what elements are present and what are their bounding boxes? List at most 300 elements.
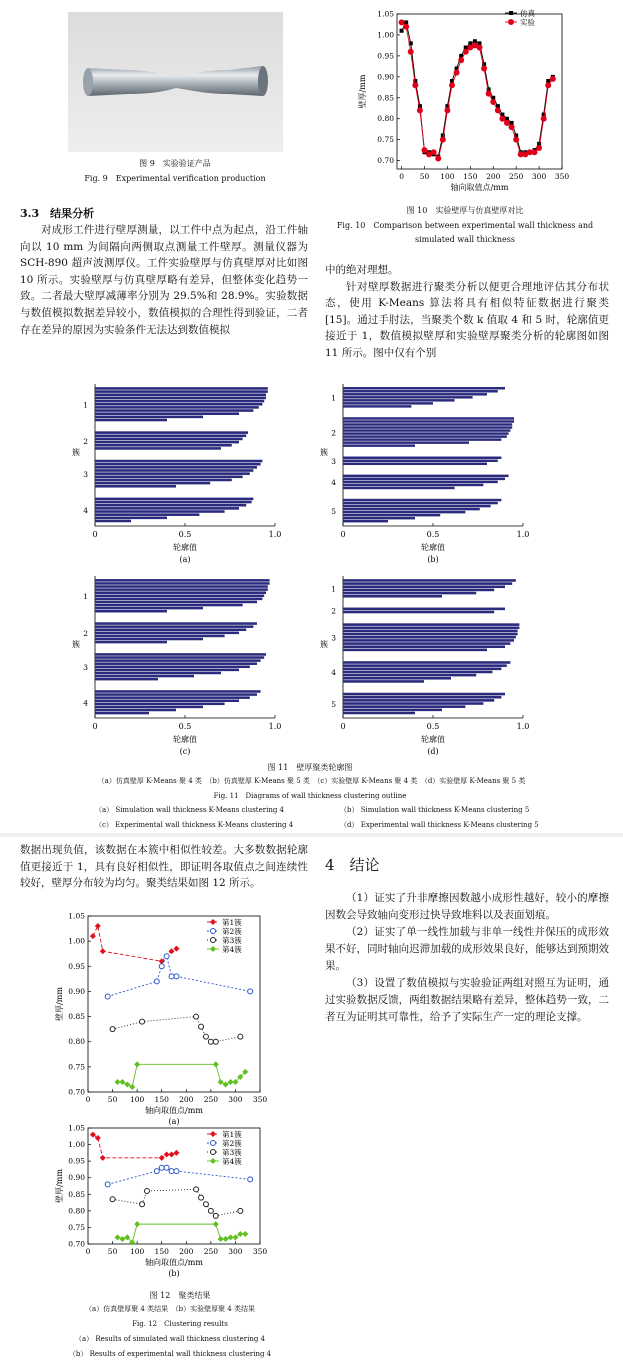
silhouette-bar [343, 585, 505, 588]
silhouette-bar [95, 416, 203, 419]
silhouette-bar [95, 409, 253, 412]
panel-label: (d) [427, 747, 439, 756]
x-tick-label: 0.5 [426, 722, 440, 731]
data-point [400, 29, 404, 33]
silhouette-bar [343, 429, 510, 431]
silhouette-bar [95, 625, 253, 628]
silhouette-bar [343, 636, 516, 639]
silhouette-bar [343, 487, 455, 489]
silhouette-bar [343, 680, 424, 683]
fig10-caption-en-2: simulated wall thickness [415, 235, 515, 244]
cluster-label: 3 [83, 469, 88, 479]
silhouette-bar [95, 438, 243, 441]
data-point [203, 1202, 208, 1207]
series-line-1 [402, 22, 553, 156]
silhouette-bar [343, 712, 415, 715]
fig10-caption-en-1: Fig. 10 Comparison between experimental wall thickness and [336, 221, 594, 230]
fig12-sub-en-a: （a） Results of simulated wall thickness clustering 4 [75, 1335, 265, 1343]
silhouette-bar [343, 511, 465, 513]
x-tick-label: 0 [340, 530, 346, 539]
x-tick-label: 350 [252, 1247, 268, 1256]
silhouette-bar [95, 510, 225, 513]
x-tick-label: 200 [486, 172, 501, 181]
page-divider [0, 833, 623, 837]
cluster-label: 1 [331, 584, 336, 594]
y-tick-label: 1.05 [377, 9, 394, 19]
silhouette-bar [95, 638, 203, 641]
x-tick-label: 350 [554, 172, 570, 181]
silhouette-bar [95, 403, 262, 406]
silhouette-bar [95, 610, 167, 613]
x-tick-label: 0 [399, 172, 404, 181]
silhouette-bar [95, 591, 266, 594]
fig12-caption-en: Fig. 12 Clustering results [132, 1320, 228, 1328]
silhouette-bar [343, 626, 519, 629]
cluster-label: 2 [83, 436, 88, 446]
silhouette-bar [95, 656, 264, 659]
silhouette-bar [95, 607, 203, 610]
data-point [134, 1221, 140, 1227]
silhouette-bar [95, 653, 266, 656]
silhouette-bar [343, 475, 509, 477]
section-heading-3-3: 3.3 结果分析 [20, 207, 95, 220]
silhouette-bar [95, 520, 131, 523]
x-tick-label: 100 [129, 1247, 145, 1256]
section-heading-4: 4 结论 [325, 856, 380, 874]
silhouette-bar [343, 441, 469, 443]
silhouette-bar [95, 419, 167, 422]
silhouette-bar [343, 517, 415, 519]
silhouette-bar [343, 463, 487, 465]
silhouette-bar [95, 434, 246, 437]
silhouette-bar [95, 690, 261, 693]
silhouette-bar [343, 642, 510, 645]
silhouette-bar [343, 693, 505, 696]
fig11-sub-cn: （a）仿真壁厚 K-Means 聚 4 类 （b）仿真壁厚 K-Means 聚 5 类 （c）实验壁厚 K-Means 聚 4 类 （d）实验壁厚 K-Means 聚 5 类 [97, 777, 526, 785]
silhouette-bar [343, 402, 433, 404]
silhouette-bar [95, 400, 264, 403]
fig11-panel-c [70, 570, 310, 760]
cluster-label: 1 [331, 393, 336, 403]
y-axis-label: 簇 [320, 640, 328, 649]
silhouette-bar [343, 405, 411, 407]
silhouette-bar [95, 412, 239, 415]
cluster-label: 2 [83, 629, 88, 639]
silhouette-bar [95, 601, 257, 604]
y-tick-label: 1.00 [68, 1140, 85, 1150]
data-point [134, 1061, 140, 1067]
silhouette-bar [343, 396, 473, 398]
data-point [495, 108, 500, 113]
data-point [169, 1169, 174, 1174]
silhouette-bar [343, 699, 494, 702]
data-point [119, 1079, 125, 1085]
x-tick-label: 350 [252, 1095, 268, 1104]
series-line-3 [113, 1017, 241, 1042]
silhouette-bar [95, 675, 194, 678]
legend-marker [211, 929, 216, 934]
x-tick-label: 50 [419, 172, 430, 181]
data-point [238, 1034, 243, 1039]
data-point [413, 83, 418, 88]
silhouette-bar [95, 517, 167, 520]
cluster-label: 5 [331, 506, 336, 516]
silhouette-bar [95, 390, 268, 393]
data-point [213, 1213, 218, 1218]
data-point [491, 99, 496, 104]
data-point [445, 108, 450, 113]
data-point [140, 1019, 145, 1024]
para2-text: 针对壁厚数据进行聚类分析以便更合理地评估其分布状态，使用 K-Means 算法将具有相似特征数据进行聚类[15]。通过手肘法，当聚类个数 k 值取 4 和 5 时，轮廓值更接近于 1，数值模拟壁厚和实验壁厚聚类分析的轮廓图如图 11 所示。图中仅有个别 [325, 280, 609, 359]
para3-block [20, 842, 308, 892]
data-point [422, 148, 427, 153]
silhouette-bar [343, 589, 494, 592]
x-tick-label: 250 [509, 172, 524, 181]
data-point [174, 1169, 179, 1174]
silhouette-bar [343, 623, 519, 626]
panel-label: (b) [168, 1269, 180, 1278]
silhouette-bar [95, 632, 239, 635]
silhouette-bar [343, 514, 440, 516]
data-point [129, 1084, 135, 1090]
panel-label: (b) [427, 555, 439, 564]
y-axis-label: 簇 [320, 448, 328, 457]
legend-label: 第3簇 [222, 936, 242, 945]
silhouette-bar [95, 431, 248, 434]
cluster-label: 4 [331, 668, 336, 678]
silhouette-bar [343, 457, 501, 459]
conclusion-2: （2）证实了单一线性加载与非单一线性并保压的成形效果不好，同时轴向迟滞加载的成形效果良好，能够达到预期效果。 [325, 926, 609, 972]
silhouette-bar [343, 608, 505, 611]
data-point [90, 1132, 96, 1138]
fig11-panel-d [318, 570, 558, 760]
y-tick-label: 0.80 [377, 114, 394, 124]
silhouette-bar [95, 706, 203, 709]
data-point [124, 1081, 130, 1087]
data-point [404, 24, 409, 29]
silhouette-bar [95, 504, 246, 507]
data-point [541, 116, 546, 121]
data-point [159, 1165, 164, 1170]
silhouette-bar [343, 639, 514, 642]
fig12-chart-b [52, 1122, 282, 1298]
silhouette-bar [95, 463, 261, 466]
section33-right-col [325, 262, 609, 362]
x-tick-label: 300 [531, 172, 547, 181]
data-point [174, 974, 179, 979]
data-point [208, 1208, 213, 1213]
silhouette-bar [95, 641, 167, 644]
y-tick-label: 0.90 [377, 72, 394, 82]
silhouette-bar [95, 666, 250, 669]
silhouette-bar [343, 481, 498, 483]
silhouette-bar [343, 520, 388, 522]
silhouette-bar [95, 585, 268, 588]
data-point [90, 933, 96, 939]
silhouette-bar [95, 672, 221, 675]
x-tick-label: 150 [463, 172, 478, 181]
data-point [199, 1024, 204, 1029]
data-point [500, 116, 505, 121]
silhouette-bar [343, 432, 509, 434]
legend-marker [509, 20, 514, 25]
data-point [119, 1236, 125, 1242]
silhouette-bar [343, 649, 487, 652]
para1-text: 对成形工件进行壁厚测量，以工件中点为起点，沿工件轴向以 10 mm 为间隔向两侧取点测量工件壁厚。测量仪器为 SCH-890 超声波测厚仪。工件实验壁厚与仿真壁厚对比如图 10 所示。实验壁厚与仿真壁厚略有差异，但整体变化趋势一致。二者最大壁厚减薄率分别为 29.5%和 28.9%。实验数据与数值模拟数据差异较小，数值模拟的合理性得到验证，二者存在差异的原因为实验条件无法达到数值模拟 [20, 224, 308, 336]
silhouette-bar [95, 678, 158, 681]
silhouette-bar [343, 505, 491, 507]
data-point [110, 1027, 115, 1032]
cluster-label: 1 [83, 400, 88, 410]
legend-label: 第2簇 [222, 927, 242, 936]
x-tick-label: 1.0 [268, 530, 282, 539]
silhouette-bar [343, 508, 480, 510]
data-point [238, 1208, 243, 1213]
y-tick-label: 0.85 [68, 1189, 85, 1199]
x-tick-label: 0 [340, 722, 346, 731]
data-point [546, 83, 551, 88]
silhouette-bar [343, 668, 501, 671]
data-point [218, 1079, 224, 1085]
silhouette-bar [343, 664, 507, 667]
data-point [199, 1195, 204, 1200]
cluster-label: 2 [331, 606, 336, 616]
panel-label: (c) [179, 747, 191, 756]
data-point [100, 1155, 106, 1161]
silhouette-bar [95, 582, 270, 585]
x-tick-label: 0 [92, 530, 98, 539]
x-axis-label: 轴向取值点/mm [145, 1106, 203, 1115]
data-point [550, 76, 555, 81]
legend-marker [211, 938, 216, 943]
fig11-sub-en-a: （a） Simulation wall thickness K-Means clustering 4 [95, 806, 285, 814]
x-axis-label: 轮廓值 [421, 735, 445, 744]
cluster-label: 4 [83, 506, 88, 516]
data-point [105, 994, 110, 999]
y-tick-label: 0.70 [68, 1239, 85, 1249]
silhouette-bar [95, 479, 232, 482]
silhouette-bar [343, 579, 516, 582]
silhouette-bar [95, 659, 261, 662]
x-tick-label: 300 [228, 1095, 243, 1104]
silhouette-bar [343, 417, 514, 419]
data-point [173, 946, 179, 952]
x-tick-label: 50 [107, 1247, 118, 1256]
silhouette-bar [95, 498, 253, 501]
silhouette-bar [343, 645, 505, 648]
silhouette-bar [95, 460, 262, 463]
fig11-panel-b [318, 378, 558, 568]
silhouette-bar [95, 712, 149, 715]
silhouette-bar [95, 406, 259, 409]
silhouette-bar [343, 611, 494, 614]
silhouette-bar [95, 393, 266, 396]
silhouette-bar [95, 485, 176, 488]
data-point [114, 1234, 120, 1240]
conclusions-block [325, 890, 609, 1026]
y-tick-label: 0.95 [377, 51, 394, 61]
silhouette-bar [343, 671, 492, 674]
silhouette-bar [343, 705, 465, 708]
x-axis-label: 轮廓值 [421, 543, 445, 552]
data-point [248, 1177, 253, 1182]
data-point [169, 948, 175, 954]
data-point [509, 125, 514, 130]
y-tick-label: 0.75 [68, 1062, 85, 1072]
cluster-label: 3 [83, 663, 88, 673]
fig12-chart-a [52, 910, 282, 1126]
silhouette-bar [343, 426, 512, 428]
series-line-2 [402, 22, 553, 158]
silhouette-bar [343, 661, 510, 664]
data-point [436, 156, 441, 161]
legend-marker [210, 1158, 216, 1164]
silhouette-bar [343, 630, 518, 633]
data-point [159, 1155, 165, 1161]
silhouette-bar [343, 677, 451, 680]
data-point [164, 1165, 169, 1170]
data-point [223, 1081, 229, 1087]
data-point [194, 1014, 199, 1019]
y-tick-label: 0.75 [68, 1222, 85, 1232]
silhouette-bar [95, 387, 268, 390]
data-point [105, 1182, 110, 1187]
legend-label: 第1簇 [222, 1130, 242, 1139]
y-tick-label: 1.00 [377, 30, 394, 40]
silhouette-bar [343, 393, 487, 395]
y-axis-label: 壁厚/mm [55, 987, 64, 1021]
data-point [173, 1150, 179, 1156]
x-tick-label: 0 [92, 722, 98, 731]
silhouette-bar [343, 435, 507, 437]
fig9-caption-cn: 图 9 实验验证产品 [139, 159, 211, 168]
silhouette-bar [343, 478, 505, 480]
data-point [169, 1152, 175, 1158]
legend-label: 第4簇 [222, 945, 242, 954]
x-tick-label: 200 [179, 1095, 194, 1104]
data-point [459, 58, 464, 63]
y-tick-label: 0.95 [68, 961, 85, 971]
silhouette-bar [95, 662, 257, 665]
data-point [144, 1188, 149, 1193]
y-tick-label: 0.90 [68, 1173, 85, 1183]
fig10-caption-cn: 图 10 实验壁厚与仿真壁厚对比 [406, 206, 524, 215]
silhouette-bar [95, 699, 239, 702]
cluster-label: 3 [331, 633, 336, 643]
x-tick-label: 150 [154, 1247, 169, 1256]
cluster-label: 1 [83, 592, 88, 602]
fig9-caption-en: Fig. 9 Experimental verification production [84, 174, 266, 183]
silhouette-bar [343, 709, 442, 712]
cluster-label: 4 [331, 478, 336, 488]
silhouette-bar [95, 696, 250, 699]
silhouette-bar [95, 622, 257, 625]
conclusion-1: （1）证实了升非摩擦因数越小成形性越好，较小的摩擦因数会导致轴向变形过快导致堆料以及表面划痕。 [325, 892, 609, 921]
data-point [486, 91, 491, 96]
fig12-sub-en-b: （b） Results of experimental wall thickness clustering 4 [68, 1350, 272, 1358]
silhouette-bar [95, 703, 225, 706]
y-tick-label: 0.95 [68, 1156, 85, 1166]
cluster-label: 2 [331, 428, 336, 438]
data-point [213, 1221, 219, 1227]
data-point [514, 137, 519, 142]
data-point [477, 45, 482, 50]
silhouette-bar [343, 423, 512, 425]
silhouette-bar [343, 502, 498, 504]
legend-label: 实验 [520, 18, 535, 27]
silhouette-bar [95, 579, 270, 582]
silhouette-bar [95, 507, 239, 510]
y-tick-label: 1.00 [68, 936, 85, 946]
silhouette-bar [95, 397, 266, 400]
cluster-label: 4 [83, 698, 88, 708]
x-tick-label: 0.5 [426, 530, 440, 539]
legend-label: 第3簇 [222, 1148, 242, 1157]
silhouette-bar [95, 628, 246, 631]
legend-marker [211, 1141, 216, 1146]
series-line-3 [113, 1189, 241, 1216]
data-point [203, 1034, 208, 1039]
data-point [213, 1061, 219, 1067]
x-tick-label: 50 [107, 1095, 118, 1104]
data-point [440, 137, 445, 142]
data-point [223, 1236, 229, 1242]
silhouette-bar [343, 444, 415, 446]
data-point [417, 108, 422, 113]
data-point [154, 979, 159, 984]
fig12-sub-cn: （a）仿真壁厚聚 4 类结果 （b）实验壁厚聚 4 类结果 [85, 1305, 255, 1313]
silhouette-bar [95, 604, 243, 607]
silhouette-bar [343, 420, 514, 422]
silhouette-bar [95, 588, 268, 591]
para3-text: 数据出现负值，该数据在本簇中相似性较差。大多数数据轮廓值更接近于 1，具有良好相似性，即证明各取值点之间连续性较好，壁厚分布较为均匀。聚类结果如图 12 所示。 [20, 844, 308, 890]
x-axis-label: 轴向取值点/mm [145, 1258, 203, 1267]
silhouette-bar [95, 693, 257, 696]
fig11-sub-en-b: （b） Simulation wall thickness K-Means clustering 5 [340, 806, 530, 814]
x-tick-label: 200 [179, 1247, 194, 1256]
x-tick-label: 1.0 [516, 722, 530, 731]
silhouette-bar [95, 709, 176, 712]
x-tick-label: 0 [85, 1247, 91, 1256]
data-point [537, 146, 542, 151]
legend-marker [509, 11, 513, 15]
legend-label: 第1簇 [222, 918, 242, 927]
data-point [154, 1169, 159, 1174]
silhouette-bar [95, 444, 232, 447]
silhouette-bar [95, 635, 225, 638]
data-point [505, 120, 510, 125]
x-axis-label: 轮廓值 [173, 735, 197, 744]
y-tick-label: 0.85 [68, 1012, 85, 1022]
x-axis-label: 轴向取值点/mm [450, 183, 509, 192]
silhouette-bar [343, 387, 505, 389]
y-axis-label: 壁厚/mm [55, 1169, 64, 1203]
silhouette-bar [343, 499, 501, 501]
y-tick-label: 0.75 [377, 135, 394, 145]
conclusion-3: （3）设置了数值模拟与实验验证两组对照互为证明，通过实验数据反馈，两组数据结果略有差异，整体趋势一致，二者互为证明其可靠性，给予了实际生产一定的理论支撑。 [325, 977, 609, 1023]
x-tick-label: 0.5 [178, 530, 192, 539]
data-point [248, 989, 253, 994]
x-tick-label: 100 [440, 172, 455, 181]
panel-label: (a) [168, 1117, 180, 1126]
y-tick-label: 0.70 [377, 156, 394, 166]
data-point [159, 964, 164, 969]
silhouette-bar [95, 513, 199, 516]
section33-para1 [20, 222, 308, 338]
cluster-label: 3 [331, 457, 336, 467]
y-tick-label: 0.90 [68, 986, 85, 996]
cluster-label: 5 [331, 699, 336, 709]
